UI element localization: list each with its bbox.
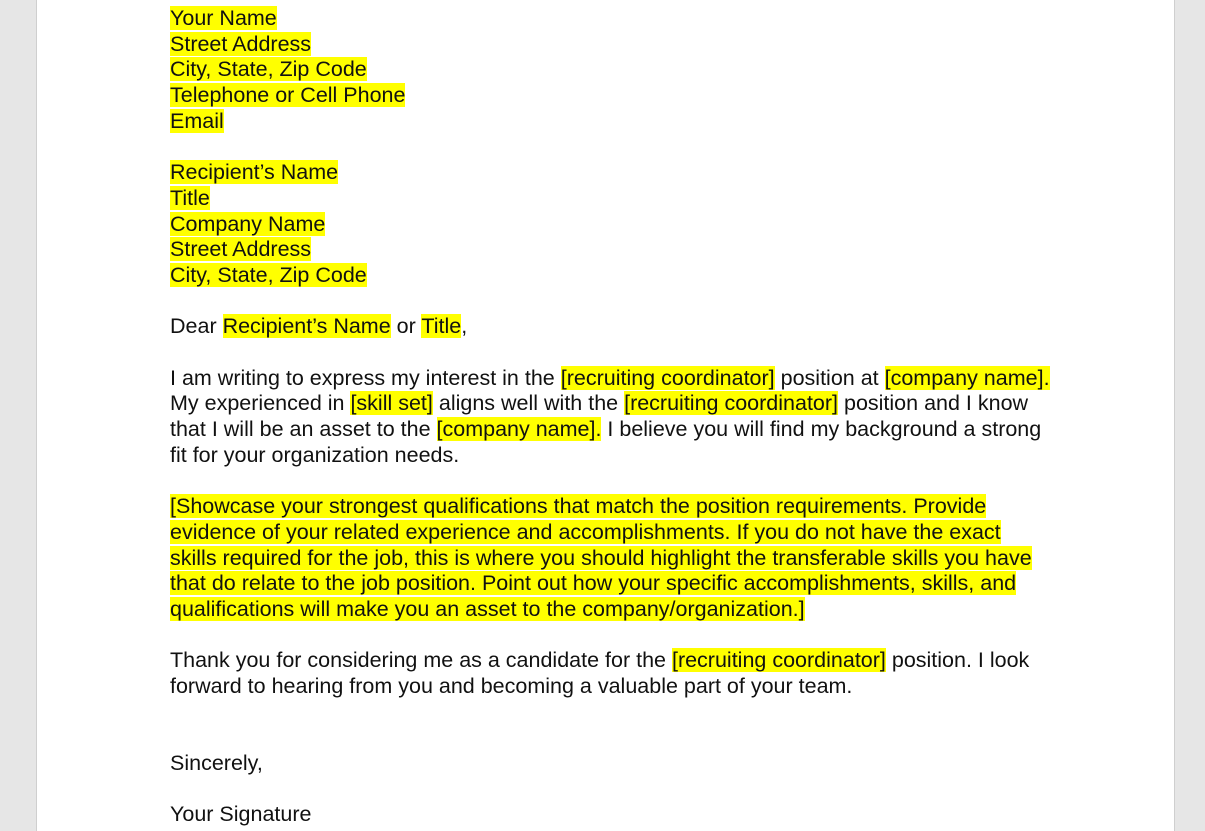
recipient-company[interactable]: Company Name	[170, 211, 326, 236]
sender-name[interactable]: Your Name	[170, 6, 277, 30]
recipient-city[interactable]: City, State, Zip Code	[170, 262, 367, 287]
recipient-street-line	[170, 237, 1050, 263]
intro-placeholder-position-2[interactable]: [recruiting coordinator]	[624, 391, 839, 416]
salutation-dear: Dear	[170, 314, 223, 339]
recipient-name-line	[170, 160, 1050, 186]
salutation-name[interactable]: Recipient’s Name	[222, 314, 391, 339]
intro-text-4: aligns well with the	[432, 391, 625, 416]
recipient-company-line	[170, 212, 1050, 238]
intro-placeholder-company-2[interactable]: [company name].	[436, 417, 602, 442]
recipient-city-line	[170, 263, 1050, 289]
qualifications-placeholder[interactable]: [Showcase your strongest qualifications that match the position requirements. Provide evidence of your related experience and accomplishments. If you do not have the exact skills required for the job, this is where you should highlight the transferable skills you have that do relate to the job position. Point out how your specific accomplishments, skills, and qualifications will make you an asset to the company/organization.]	[170, 494, 1032, 621]
salutation	[170, 314, 1050, 340]
intro-text-1: I am writing to express my interest in the	[170, 365, 561, 390]
intro-paragraph[interactable]	[170, 366, 1050, 469]
signoff: Sincerely,	[170, 750, 263, 775]
intro-text-2: position at	[774, 365, 885, 390]
sender-city-line	[170, 57, 1050, 83]
recipient-title-line	[170, 186, 1050, 212]
closing-text-1: Thank you for considering me as a candidate for the	[170, 648, 672, 673]
sender-street[interactable]: Street Address	[170, 31, 312, 56]
salutation-title[interactable]: Title	[421, 314, 462, 339]
signature: Your Signature	[170, 802, 312, 827]
sender-block-name	[170, 6, 1050, 32]
sender-email[interactable]: Email	[170, 108, 224, 133]
recipient-name[interactable]: Recipient’s Name	[170, 160, 339, 185]
sender-phone-line	[170, 83, 1050, 109]
sender-city[interactable]: City, State, Zip Code	[170, 57, 367, 82]
intro-placeholder-skills[interactable]: [skill set]	[350, 391, 433, 416]
sender-phone[interactable]: Telephone or Cell Phone	[170, 83, 406, 108]
intro-placeholder-company[interactable]: [company name].	[884, 365, 1050, 390]
closing-paragraph[interactable]	[170, 648, 1050, 699]
recipient-title[interactable]: Title	[170, 185, 210, 210]
document-page	[36, 0, 1175, 831]
intro-text-3: My experienced in	[170, 391, 351, 416]
closing-text-2: position. I look forward to hearing from you and becoming a valuable part of your team.	[170, 648, 1030, 699]
intro-placeholder-position[interactable]: [recruiting coordinator]	[560, 365, 775, 390]
qualifications-paragraph[interactable]	[170, 494, 1050, 623]
salutation-or: or	[390, 314, 422, 339]
recipient-street[interactable]: Street Address	[170, 237, 312, 262]
closing-placeholder-position[interactable]: [recruiting coordinator]	[671, 648, 886, 673]
intro-text-6: I believe you will find my background a strong fit for your organization needs.	[170, 417, 1042, 467]
letter-body	[170, 6, 1050, 828]
salutation-comma: ,	[461, 314, 468, 339]
sender-street-line	[170, 32, 1050, 58]
intro-text-5: position and I know that I will be an asset to the	[170, 391, 1029, 442]
sender-email-line	[170, 109, 1050, 135]
